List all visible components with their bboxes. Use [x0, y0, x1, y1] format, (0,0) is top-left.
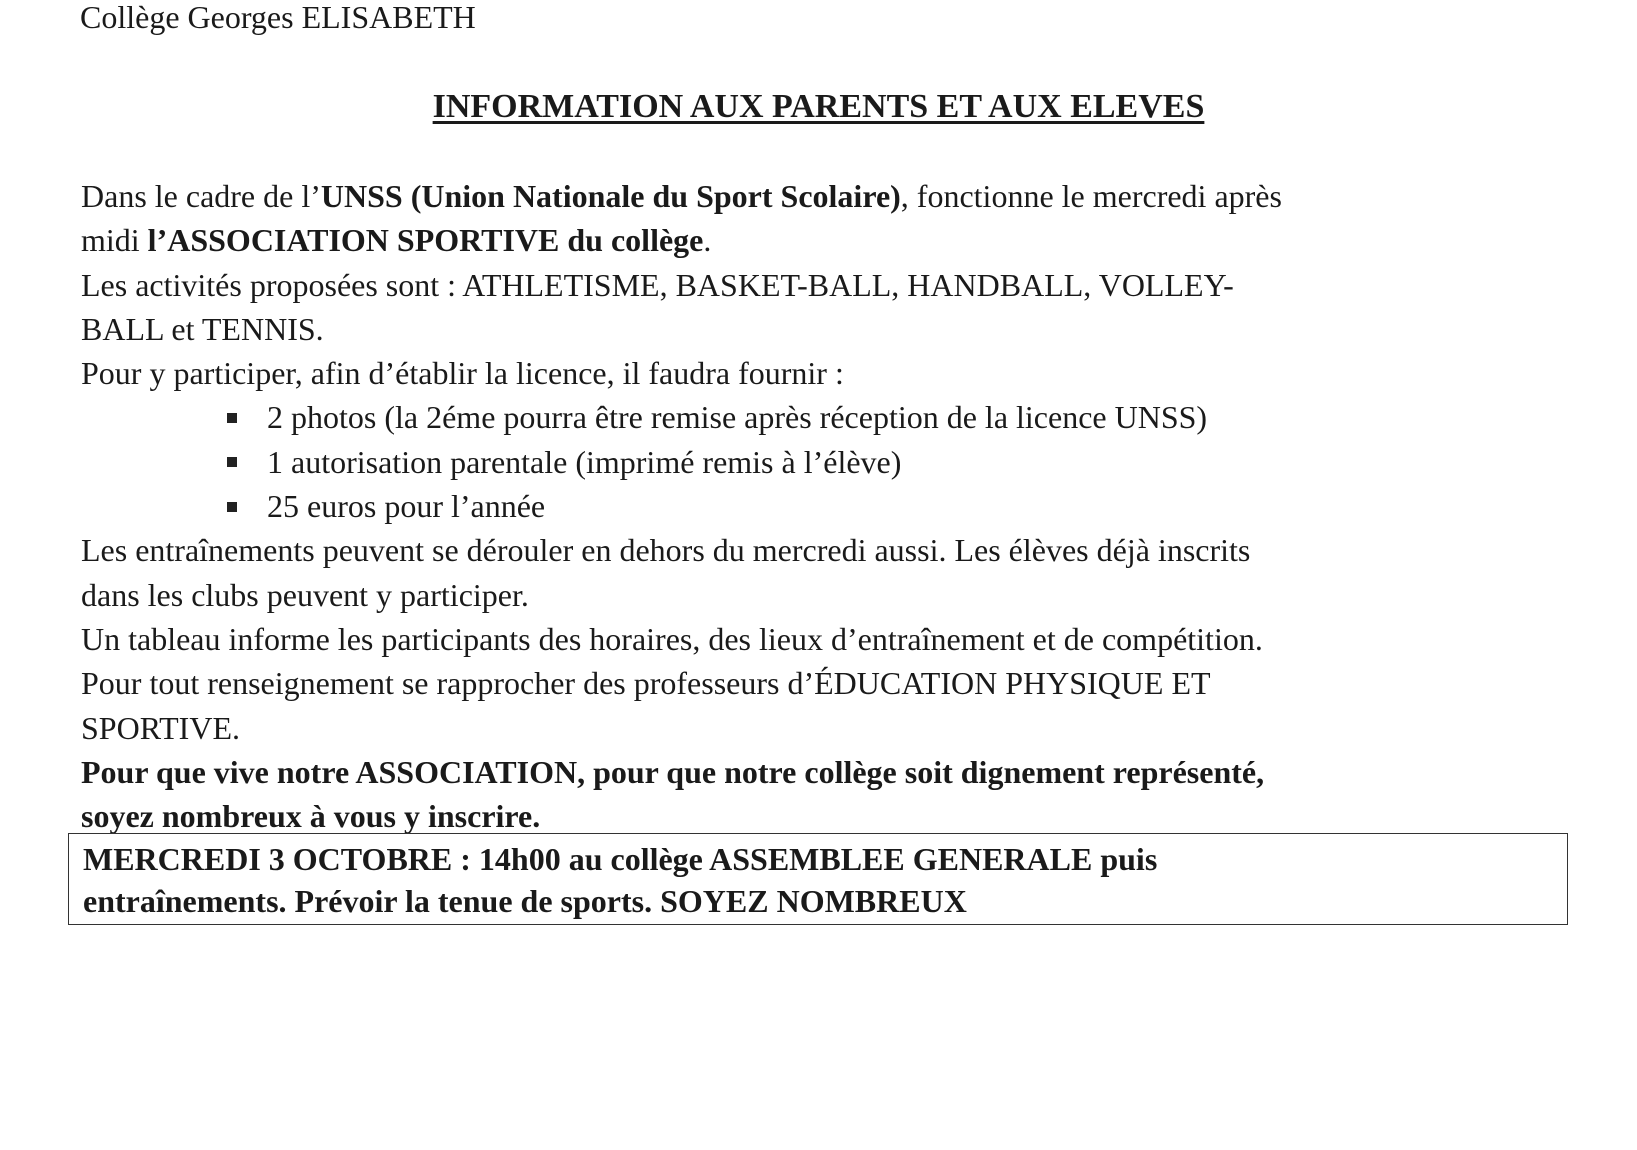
- square-bullet-icon: [227, 413, 237, 423]
- meeting-notice-box: [68, 833, 1568, 925]
- requirement-text: 1 autorisation parentale (imprimé remis à l’élève): [267, 443, 902, 480]
- training-line-1: Les entraînements peuvent se dérouler en dehors du mercredi aussi. Les élèves déjà inscrits: [81, 532, 1251, 569]
- intro-line-2: [81, 218, 1611, 262]
- appeal-text: Pour que vive notre ASSOCIATION, pour que notre collège soit dignement représenté,: [81, 753, 1265, 790]
- square-bullet-icon: [227, 457, 237, 467]
- activities-line-1: Les activités proposées sont : ATHLETISME, BASKET-BALL, HANDBALL, VOLLEY-: [81, 266, 1234, 303]
- intro-text: midi: [81, 222, 148, 259]
- unss-name: UNSS (Union Nationale du Sport Scolaire): [320, 178, 901, 214]
- association-name: l’ASSOCIATION SPORTIVE du collège: [147, 222, 704, 259]
- appeal-line-1: [81, 750, 1611, 794]
- requirement-item: [81, 440, 1611, 484]
- training-line-2: dans les clubs peuvent y participer.: [81, 576, 529, 613]
- intro-line-1: [81, 174, 1611, 218]
- notice-line-1: MERCREDI 3 OCTOBRE : 14h00 au collège ASSEMBLEE GENERALE puis: [83, 841, 1158, 877]
- document-body: [81, 174, 1611, 838]
- intro-text: .: [703, 222, 712, 259]
- requirement-text: 25 euros pour l’année: [267, 488, 546, 525]
- appeal-text: soyez nombreux à vous y inscrire.: [81, 798, 541, 835]
- schedule-line: Un tableau informe les participants des horaires, des lieux d’entraînement et de compétition.: [81, 620, 1263, 657]
- requirement-item: [81, 484, 1611, 528]
- requirements-intro: Pour y participer, afin d’établir la licence, il faudra fournir :: [81, 355, 844, 392]
- contact-line-2: SPORTIVE.: [81, 709, 240, 746]
- notice-line-2: entraînements. Prévoir la tenue de sports. SOYEZ NOMBREUX: [83, 883, 967, 919]
- intro-text: Dans le cadre de l’: [81, 178, 321, 214]
- appeal-line-2: [81, 794, 1611, 838]
- intro-text: , fonctionne le mercredi après: [900, 178, 1282, 214]
- document-title: INFORMATION AUX PARENTS ET AUX ELEVES: [432, 88, 1205, 125]
- activities-line-2: BALL et TENNIS.: [81, 310, 324, 347]
- requirement-text: 2 photos (la 2éme pourra être remise après réception de la licence UNSS): [267, 399, 1208, 436]
- square-bullet-icon: [227, 502, 237, 512]
- school-name: Collège Georges ELISABETH: [80, 0, 476, 35]
- requirement-item: [81, 395, 1611, 439]
- contact-line-1: Pour tout renseignement se rapprocher des professeurs d’ÉDUCATION PHYSIQUE ET: [81, 665, 1211, 702]
